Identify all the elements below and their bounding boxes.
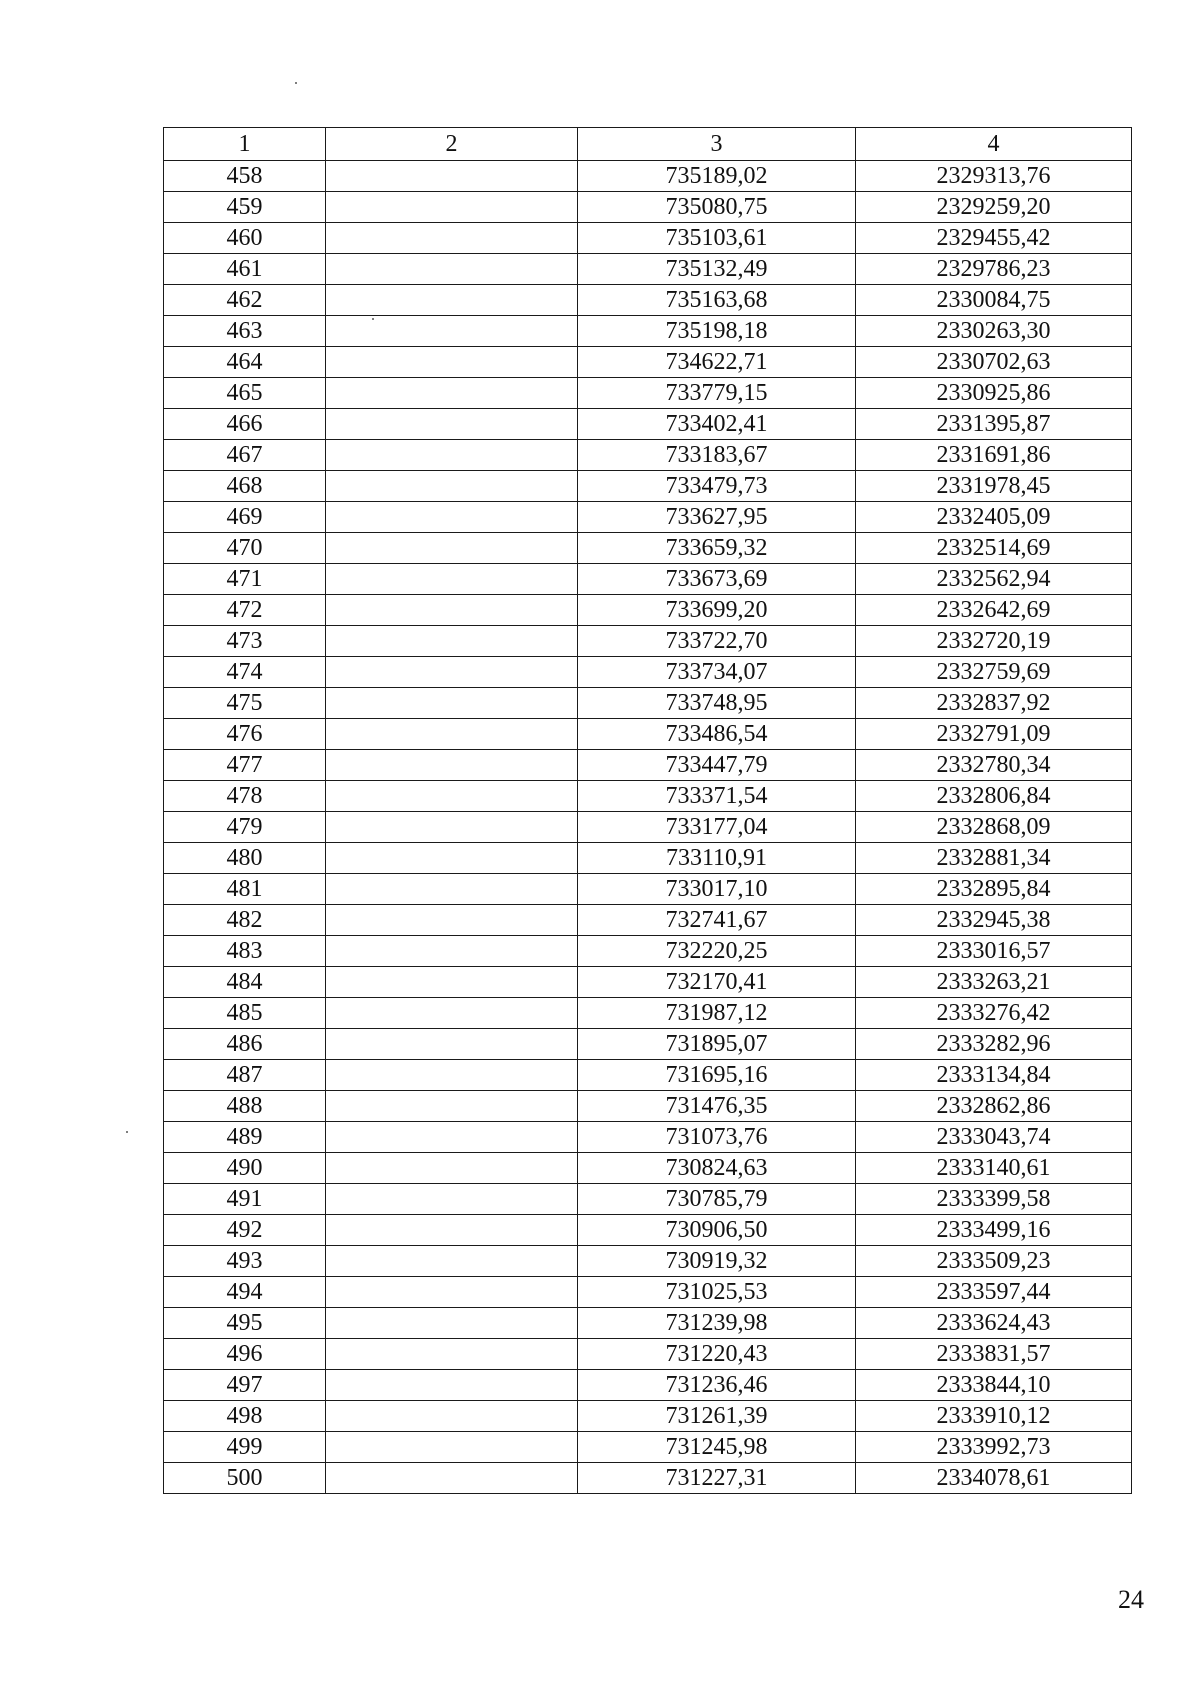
- y-coordinate-cell: 2330925,86: [856, 378, 1132, 409]
- empty-cell: [326, 719, 578, 750]
- x-coordinate-cell: 731073,76: [578, 1122, 856, 1153]
- y-coordinate-cell: 2334078,61: [856, 1463, 1132, 1494]
- table-row: [164, 471, 1132, 502]
- point-number-cell: 463: [164, 316, 326, 347]
- point-number-cell: 489: [164, 1122, 326, 1153]
- y-coordinate-cell: 2330084,75: [856, 285, 1132, 316]
- table-row: [164, 905, 1132, 936]
- y-coordinate-cell: 2329313,76: [856, 161, 1132, 192]
- empty-cell: [326, 285, 578, 316]
- empty-cell: [326, 750, 578, 781]
- empty-cell: [326, 409, 578, 440]
- table-row: [164, 316, 1132, 347]
- empty-cell: [326, 378, 578, 409]
- table-row: [164, 1277, 1132, 1308]
- empty-cell: [326, 595, 578, 626]
- empty-cell: [326, 1091, 578, 1122]
- table-row: [164, 502, 1132, 533]
- empty-cell: [326, 1339, 578, 1370]
- point-number-cell: 467: [164, 440, 326, 471]
- column-header-2: 2: [326, 128, 578, 161]
- table-row: [164, 1215, 1132, 1246]
- point-number-cell: 492: [164, 1215, 326, 1246]
- empty-cell: [326, 161, 578, 192]
- x-coordinate-cell: 733402,41: [578, 409, 856, 440]
- table-row: [164, 719, 1132, 750]
- y-coordinate-cell: 2332895,84: [856, 874, 1132, 905]
- empty-cell: [326, 1370, 578, 1401]
- empty-cell: [326, 316, 578, 347]
- point-number-cell: 472: [164, 595, 326, 626]
- point-number-cell: 488: [164, 1091, 326, 1122]
- y-coordinate-cell: 2329455,42: [856, 223, 1132, 254]
- x-coordinate-cell: 732170,41: [578, 967, 856, 998]
- table-row: [164, 874, 1132, 905]
- point-number-cell: 485: [164, 998, 326, 1029]
- point-number-cell: 474: [164, 657, 326, 688]
- point-number-cell: 464: [164, 347, 326, 378]
- point-number-cell: 468: [164, 471, 326, 502]
- table-row: [164, 161, 1132, 192]
- y-coordinate-cell: 2333992,73: [856, 1432, 1132, 1463]
- x-coordinate-cell: 734622,71: [578, 347, 856, 378]
- point-number-cell: 471: [164, 564, 326, 595]
- point-number-cell: 462: [164, 285, 326, 316]
- x-coordinate-cell: 731987,12: [578, 998, 856, 1029]
- table-row: [164, 1401, 1132, 1432]
- x-coordinate-cell: 733699,20: [578, 595, 856, 626]
- table-row: [164, 347, 1132, 378]
- x-coordinate-cell: 730824,63: [578, 1153, 856, 1184]
- column-header-4: 4: [856, 128, 1132, 161]
- point-number-cell: 481: [164, 874, 326, 905]
- x-coordinate-cell: 735103,61: [578, 223, 856, 254]
- x-coordinate-cell: 733734,07: [578, 657, 856, 688]
- x-coordinate-cell: 733110,91: [578, 843, 856, 874]
- table-row: [164, 688, 1132, 719]
- empty-cell: [326, 440, 578, 471]
- y-coordinate-cell: 2330263,30: [856, 316, 1132, 347]
- table-row: [164, 254, 1132, 285]
- x-coordinate-cell: 733722,70: [578, 626, 856, 657]
- y-coordinate-cell: 2329259,20: [856, 192, 1132, 223]
- empty-cell: [326, 1029, 578, 1060]
- y-coordinate-cell: 2333140,61: [856, 1153, 1132, 1184]
- empty-cell: [326, 874, 578, 905]
- table-row: [164, 595, 1132, 626]
- table-row: [164, 533, 1132, 564]
- table-header: [164, 128, 1132, 161]
- y-coordinate-cell: 2333134,84: [856, 1060, 1132, 1091]
- point-number-cell: 480: [164, 843, 326, 874]
- table-row: [164, 626, 1132, 657]
- empty-cell: [326, 1401, 578, 1432]
- empty-cell: [326, 1246, 578, 1277]
- x-coordinate-cell: 733177,04: [578, 812, 856, 843]
- scan-speck: [126, 1131, 128, 1133]
- empty-cell: [326, 347, 578, 378]
- x-coordinate-cell: 733627,95: [578, 502, 856, 533]
- table-row: [164, 1463, 1132, 1494]
- x-coordinate-cell: 730785,79: [578, 1184, 856, 1215]
- y-coordinate-cell: 2332514,69: [856, 533, 1132, 564]
- point-number-cell: 490: [164, 1153, 326, 1184]
- empty-cell: [326, 533, 578, 564]
- table-row: [164, 1246, 1132, 1277]
- y-coordinate-cell: 2332791,09: [856, 719, 1132, 750]
- x-coordinate-cell: 733479,73: [578, 471, 856, 502]
- point-number-cell: 498: [164, 1401, 326, 1432]
- empty-cell: [326, 1277, 578, 1308]
- x-coordinate-cell: 731220,43: [578, 1339, 856, 1370]
- empty-cell: [326, 998, 578, 1029]
- y-coordinate-cell: 2332806,84: [856, 781, 1132, 812]
- x-coordinate-cell: 733673,69: [578, 564, 856, 595]
- empty-cell: [326, 1060, 578, 1091]
- point-number-cell: 486: [164, 1029, 326, 1060]
- table-row: [164, 1153, 1132, 1184]
- point-number-cell: 458: [164, 161, 326, 192]
- table-row: [164, 409, 1132, 440]
- x-coordinate-cell: 735198,18: [578, 316, 856, 347]
- empty-cell: [326, 471, 578, 502]
- point-number-cell: 465: [164, 378, 326, 409]
- y-coordinate-cell: 2333509,23: [856, 1246, 1132, 1277]
- point-number-cell: 487: [164, 1060, 326, 1091]
- x-coordinate-cell: 731245,98: [578, 1432, 856, 1463]
- empty-cell: [326, 657, 578, 688]
- empty-cell: [326, 936, 578, 967]
- point-number-cell: 476: [164, 719, 326, 750]
- point-number-cell: 470: [164, 533, 326, 564]
- table-row: [164, 750, 1132, 781]
- y-coordinate-cell: 2332759,69: [856, 657, 1132, 688]
- empty-cell: [326, 626, 578, 657]
- empty-cell: [326, 905, 578, 936]
- x-coordinate-cell: 733748,95: [578, 688, 856, 719]
- y-coordinate-cell: 2333844,10: [856, 1370, 1132, 1401]
- table-row: [164, 1091, 1132, 1122]
- point-number-cell: 461: [164, 254, 326, 285]
- table-row: [164, 378, 1132, 409]
- table-row: [164, 1122, 1132, 1153]
- y-coordinate-cell: 2331395,87: [856, 409, 1132, 440]
- table-row: [164, 285, 1132, 316]
- table-row: [164, 1029, 1132, 1060]
- empty-cell: [326, 781, 578, 812]
- empty-cell: [326, 254, 578, 285]
- page-number: 24: [1118, 1585, 1144, 1614]
- x-coordinate-cell: 732741,67: [578, 905, 856, 936]
- y-coordinate-cell: 2333016,57: [856, 936, 1132, 967]
- point-number-cell: 460: [164, 223, 326, 254]
- y-coordinate-cell: 2332562,94: [856, 564, 1132, 595]
- table-row: [164, 998, 1132, 1029]
- y-coordinate-cell: 2331691,86: [856, 440, 1132, 471]
- x-coordinate-cell: 730906,50: [578, 1215, 856, 1246]
- x-coordinate-cell: 731695,16: [578, 1060, 856, 1091]
- x-coordinate-cell: 732220,25: [578, 936, 856, 967]
- x-coordinate-cell: 731261,39: [578, 1401, 856, 1432]
- point-number-cell: 491: [164, 1184, 326, 1215]
- column-header-3: 3: [578, 128, 856, 161]
- table-row: [164, 1184, 1132, 1215]
- table-row: [164, 1060, 1132, 1091]
- x-coordinate-cell: 731895,07: [578, 1029, 856, 1060]
- table-row: [164, 1339, 1132, 1370]
- y-coordinate-cell: 2332945,38: [856, 905, 1132, 936]
- empty-cell: [326, 192, 578, 223]
- y-coordinate-cell: 2333910,12: [856, 1401, 1132, 1432]
- x-coordinate-cell: 733017,10: [578, 874, 856, 905]
- x-coordinate-cell: 731239,98: [578, 1308, 856, 1339]
- x-coordinate-cell: 733183,67: [578, 440, 856, 471]
- x-coordinate-cell: 733779,15: [578, 378, 856, 409]
- y-coordinate-cell: 2332642,69: [856, 595, 1132, 626]
- empty-cell: [326, 1122, 578, 1153]
- table-row: [164, 843, 1132, 874]
- coordinate-table: [163, 127, 1132, 1494]
- y-coordinate-cell: 2331978,45: [856, 471, 1132, 502]
- table-row: [164, 936, 1132, 967]
- point-number-cell: 466: [164, 409, 326, 440]
- table-row: [164, 192, 1132, 223]
- y-coordinate-cell: 2333043,74: [856, 1122, 1132, 1153]
- table-body: [164, 161, 1132, 1494]
- empty-cell: [326, 1308, 578, 1339]
- table-row: [164, 781, 1132, 812]
- y-coordinate-cell: 2329786,23: [856, 254, 1132, 285]
- y-coordinate-cell: 2332881,34: [856, 843, 1132, 874]
- point-number-cell: 499: [164, 1432, 326, 1463]
- empty-cell: [326, 1463, 578, 1494]
- y-coordinate-cell: 2332720,19: [856, 626, 1132, 657]
- table-row: [164, 1370, 1132, 1401]
- x-coordinate-cell: 731227,31: [578, 1463, 856, 1494]
- empty-cell: [326, 812, 578, 843]
- empty-cell: [326, 1432, 578, 1463]
- header-row: [164, 128, 1132, 161]
- point-number-cell: 473: [164, 626, 326, 657]
- point-number-cell: 477: [164, 750, 326, 781]
- y-coordinate-cell: 2333831,57: [856, 1339, 1132, 1370]
- point-number-cell: 478: [164, 781, 326, 812]
- point-number-cell: 475: [164, 688, 326, 719]
- point-number-cell: 459: [164, 192, 326, 223]
- y-coordinate-cell: 2333499,16: [856, 1215, 1132, 1246]
- x-coordinate-cell: 730919,32: [578, 1246, 856, 1277]
- empty-cell: [326, 843, 578, 874]
- point-number-cell: 469: [164, 502, 326, 533]
- empty-cell: [326, 564, 578, 595]
- table-row: [164, 1432, 1132, 1463]
- y-coordinate-cell: 2333282,96: [856, 1029, 1132, 1060]
- empty-cell: [326, 1184, 578, 1215]
- y-coordinate-cell: 2332780,34: [856, 750, 1132, 781]
- empty-cell: [326, 1215, 578, 1246]
- table-row: [164, 564, 1132, 595]
- point-number-cell: 482: [164, 905, 326, 936]
- x-coordinate-cell: 733486,54: [578, 719, 856, 750]
- x-coordinate-cell: 735080,75: [578, 192, 856, 223]
- table-row: [164, 1308, 1132, 1339]
- empty-cell: [326, 223, 578, 254]
- empty-cell: [326, 967, 578, 998]
- y-coordinate-cell: 2333263,21: [856, 967, 1132, 998]
- y-coordinate-cell: 2333624,43: [856, 1308, 1132, 1339]
- y-coordinate-cell: 2332837,92: [856, 688, 1132, 719]
- y-coordinate-cell: 2332868,09: [856, 812, 1132, 843]
- y-coordinate-cell: 2330702,63: [856, 347, 1132, 378]
- y-coordinate-cell: 2332405,09: [856, 502, 1132, 533]
- y-coordinate-cell: 2333597,44: [856, 1277, 1132, 1308]
- empty-cell: [326, 1153, 578, 1184]
- x-coordinate-cell: 731025,53: [578, 1277, 856, 1308]
- x-coordinate-cell: 731236,46: [578, 1370, 856, 1401]
- table-row: [164, 440, 1132, 471]
- table-row: [164, 657, 1132, 688]
- x-coordinate-cell: 733447,79: [578, 750, 856, 781]
- column-header-1: 1: [164, 128, 326, 161]
- point-number-cell: 500: [164, 1463, 326, 1494]
- point-number-cell: 496: [164, 1339, 326, 1370]
- scan-speck: [295, 82, 297, 84]
- x-coordinate-cell: 735132,49: [578, 254, 856, 285]
- point-number-cell: 483: [164, 936, 326, 967]
- x-coordinate-cell: 735189,02: [578, 161, 856, 192]
- table-row: [164, 967, 1132, 998]
- point-number-cell: 484: [164, 967, 326, 998]
- y-coordinate-cell: 2333399,58: [856, 1184, 1132, 1215]
- x-coordinate-cell: 735163,68: [578, 285, 856, 316]
- point-number-cell: 495: [164, 1308, 326, 1339]
- y-coordinate-cell: 2332862,86: [856, 1091, 1132, 1122]
- x-coordinate-cell: 733659,32: [578, 533, 856, 564]
- table-row: [164, 812, 1132, 843]
- point-number-cell: 497: [164, 1370, 326, 1401]
- x-coordinate-cell: 733371,54: [578, 781, 856, 812]
- x-coordinate-cell: 731476,35: [578, 1091, 856, 1122]
- point-number-cell: 494: [164, 1277, 326, 1308]
- y-coordinate-cell: 2333276,42: [856, 998, 1132, 1029]
- point-number-cell: 493: [164, 1246, 326, 1277]
- table-row: [164, 223, 1132, 254]
- empty-cell: [326, 688, 578, 719]
- empty-cell: [326, 502, 578, 533]
- point-number-cell: 479: [164, 812, 326, 843]
